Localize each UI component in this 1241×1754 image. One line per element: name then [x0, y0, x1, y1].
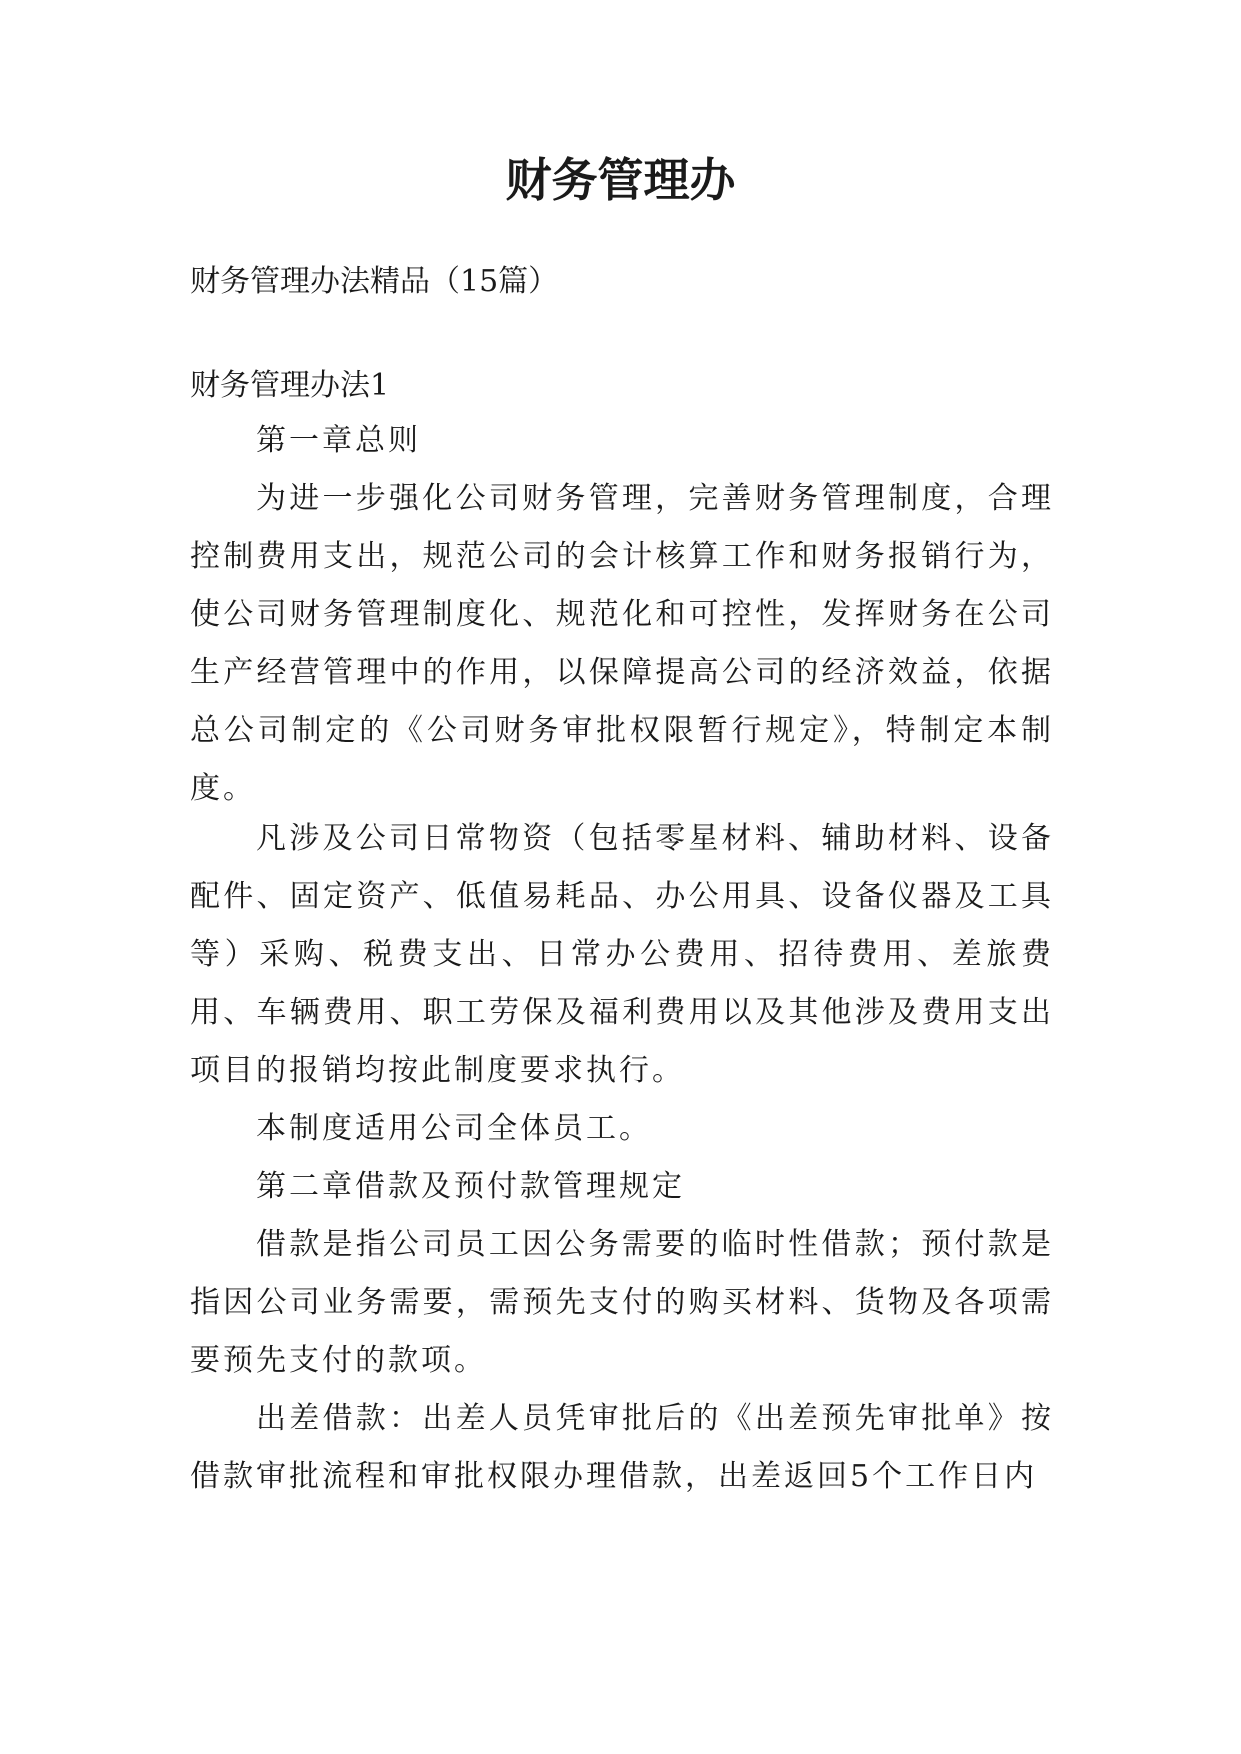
document-title: 财务管理办 — [505, 153, 736, 207]
chapter-heading-2: 第二章借款及预付款管理规定 — [256, 1169, 685, 1204]
chapter-heading-1: 第一章总则 — [256, 423, 421, 458]
paragraph-1: 为进一步强化公司财务管理，完善财务管理制度，合理控制费用支出，规范公司的会计核算工作和财务报销行为，使公司财务管理制度化、规范化和可控性，发挥财务在公司生产经营管理中的作用，以保障提高公司的经济效益，依据总公司制定的《公司财务审批权限暂行规定》，特制定本制度。 — [190, 481, 1054, 806]
section-title: 财务管理办法1 — [190, 368, 390, 403]
document-subtitle: 财务管理办法精品（15篇） — [190, 264, 559, 299]
paragraph-4: 借款是指公司员工因公务需要的临时性借款；预付款是指因公司业务需要，需预先支付的购买材料、货物及各项需要预先支付的款项。 — [190, 1227, 1054, 1378]
paragraph-2: 凡涉及公司日常物资（包括零星材料、辅助材料、设备配件、固定资产、低值易耗品、办公用具、设备仪器及工具等）采购、税费支出、日常办公费用、招待费用、差旅费用、车辆费用、职工劳保及福利费用以及其他涉及费用支出项目的报销均按此制度要求执行。 — [190, 821, 1054, 1088]
paragraph-5: 出差借款：出差人员凭审批后的《出差预先审批单》按借款审批流程和审批权限办理借款，出差返回5个工作日内 — [190, 1401, 1054, 1494]
paragraph-3: 本制度适用公司全体员工。 — [256, 1111, 652, 1146]
